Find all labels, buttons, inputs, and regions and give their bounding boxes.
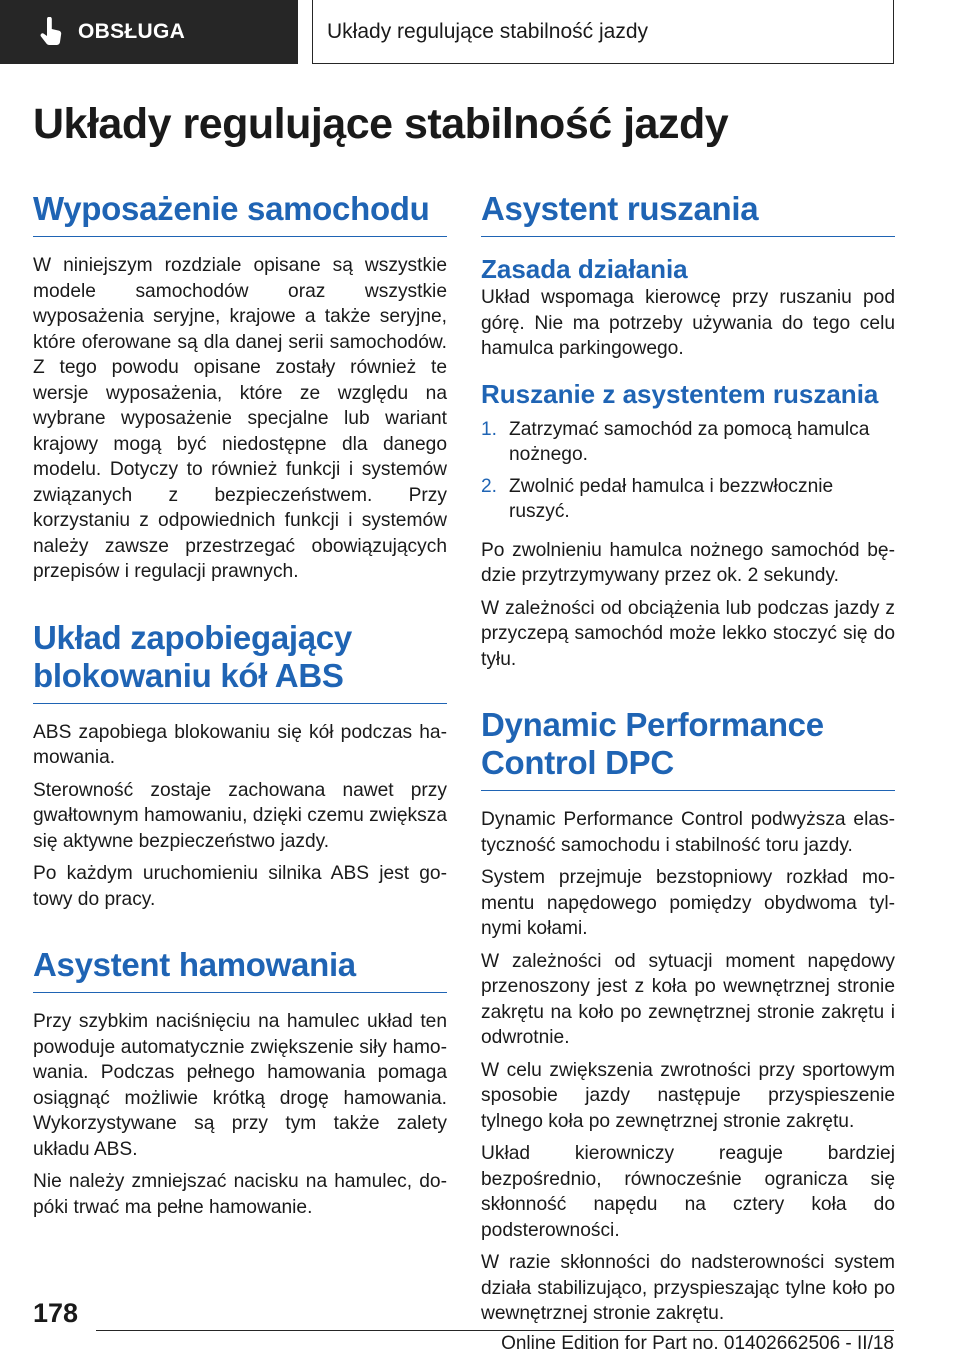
left-column: [33, 190, 447, 1220]
step-text: Zatrzymać samochód za pomocą hamulca nożnego.: [509, 418, 870, 465]
section-tab-label: OBSŁUGA: [78, 20, 186, 43]
footer-divider: [96, 1330, 894, 1331]
paragraph: W niniejszym rozdziale opisane są wszystkie modele samochodów oraz wszystkie wyposażenia seryjne, krajowe a także seryjne, które oferowane są dla danej serii samochodów. Z tego powodu opisane zostały również te wersje wyposażenia, które ze względu na wybrane wyposażenie specjalne lub wariant krajowy mogą być niedostępne dla danego modelu. Dotyczy to również funkcji i systemów związanych z bezpieczeństwem. Przy korzystaniu z odpowiednich funkcji i systemów należy zawsze przestrzegać obowiązujących przepisów i regulacji prawnych.: [33, 255, 447, 582]
paragraph: Po zwolnieniu hamulca nożnego samochód będzie przytrzymywany przez ok. 2 sekundy.: [481, 539, 895, 586]
list-item: [481, 417, 895, 468]
step-number: 2.: [481, 475, 498, 497]
paragraph: Sterowność zostaje zachowana nawet przy gwałtownym hamowaniu, dzięki czemu zwiększa się aktywne bezpieczeństwo jazdy.: [33, 779, 447, 852]
section-heading-abs: Układ zapobiegający blokowaniu kół ABS: [33, 619, 447, 704]
paragraph: Przy szybkim naciśnięciu na hamulec układ ten powoduje automatycznie zwiększenie siły hamowania. Podczas pełnego hamowania pomaga osiągnąć możliwie krótką drogę hamowania. Wykorzystywane są przy tym także zalety układu ABS.: [33, 1011, 447, 1160]
section-heading-brake-assist: Asystent hamowania: [33, 946, 447, 993]
paragraph: Dynamic Performance Control podwyższa elastyczność samochodu i stabilność toru jazdy.: [481, 809, 895, 856]
section-heading-dpc: Dynamic Performance Control DPC: [481, 706, 895, 791]
section-heading-equipment: Wyposażenie samochodu: [33, 190, 447, 237]
paragraph: W zależności od sytuacji moment napędowy przenoszony jest z koła po wewnętrznej stronie zakrętu na koło po zewnętrznej stronie zakrętu i odwrotnie.: [481, 950, 895, 1048]
subheading-start-with-assist: Ruszanie z asystentem ruszania: [481, 378, 879, 409]
paragraph: Po każdym uruchomieniu silnika ABS jest gotowy do pracy.: [33, 863, 447, 910]
paragraph: Układ kierowniczy reaguje bardziej bezpośrednio, równocześnie ogranicza się skłonność napędu na cztery koła do podsterowności.: [481, 1143, 895, 1241]
paragraph: System przejmuje bezstopniowy rozkład momentu napędowego pomiędzy obydwoma tylnymi kołami.: [481, 867, 895, 939]
breadcrumb: Układy regulujące stabilność jazdy: [312, 0, 894, 64]
section-tab[interactable]: [0, 0, 298, 64]
pointing-hand-icon: [38, 17, 64, 47]
right-column: [481, 190, 895, 1327]
step-number: 1.: [481, 418, 498, 440]
steps-list: [481, 417, 895, 525]
section-heading-hill-start: Asystent ruszania: [481, 190, 895, 237]
paragraph: Nie należy zmniejszać nacisku na hamulec, dopóki trwać ma pełne hamowanie.: [33, 1171, 447, 1218]
edition-note: Online Edition for Part no. 01402662506 - II/18: [501, 1333, 894, 1354]
paragraph: W zależności od obciążenia lub podczas jazdy z przyczepą samochód może lekko stoczyć się do tyłu.: [481, 597, 895, 670]
subheading-principle: Zasada działania: [481, 254, 688, 284]
step-text: Zwolnić pedał hamulca i bezzwłocznie ruszyć.: [509, 475, 834, 522]
list-item: [481, 474, 895, 525]
paragraph: W celu zwiększenia zwrotności przy sportowym sposobie jazdy następuje przyspieszenie tylnego koła po zewnętrznej stronie zakrętu.: [481, 1059, 895, 1132]
page-number: 178: [33, 1298, 79, 1328]
paragraph: W razie skłonności do nadsterowności system działa stabilizująco, przyspieszając tylne koło po wewnętrznej stronie zakrętu.: [481, 1252, 895, 1324]
page-title: Układy regulujące stabilność jazdy: [33, 100, 729, 148]
paragraph: ABS zapobiega blokowaniu się kół podczas hamowania.: [33, 721, 447, 768]
paragraph: Układ wspomaga kierowcę przy ruszaniu pod górę. Nie ma potrzeby używania do tego celu hamulca parkingowego.: [481, 287, 895, 359]
